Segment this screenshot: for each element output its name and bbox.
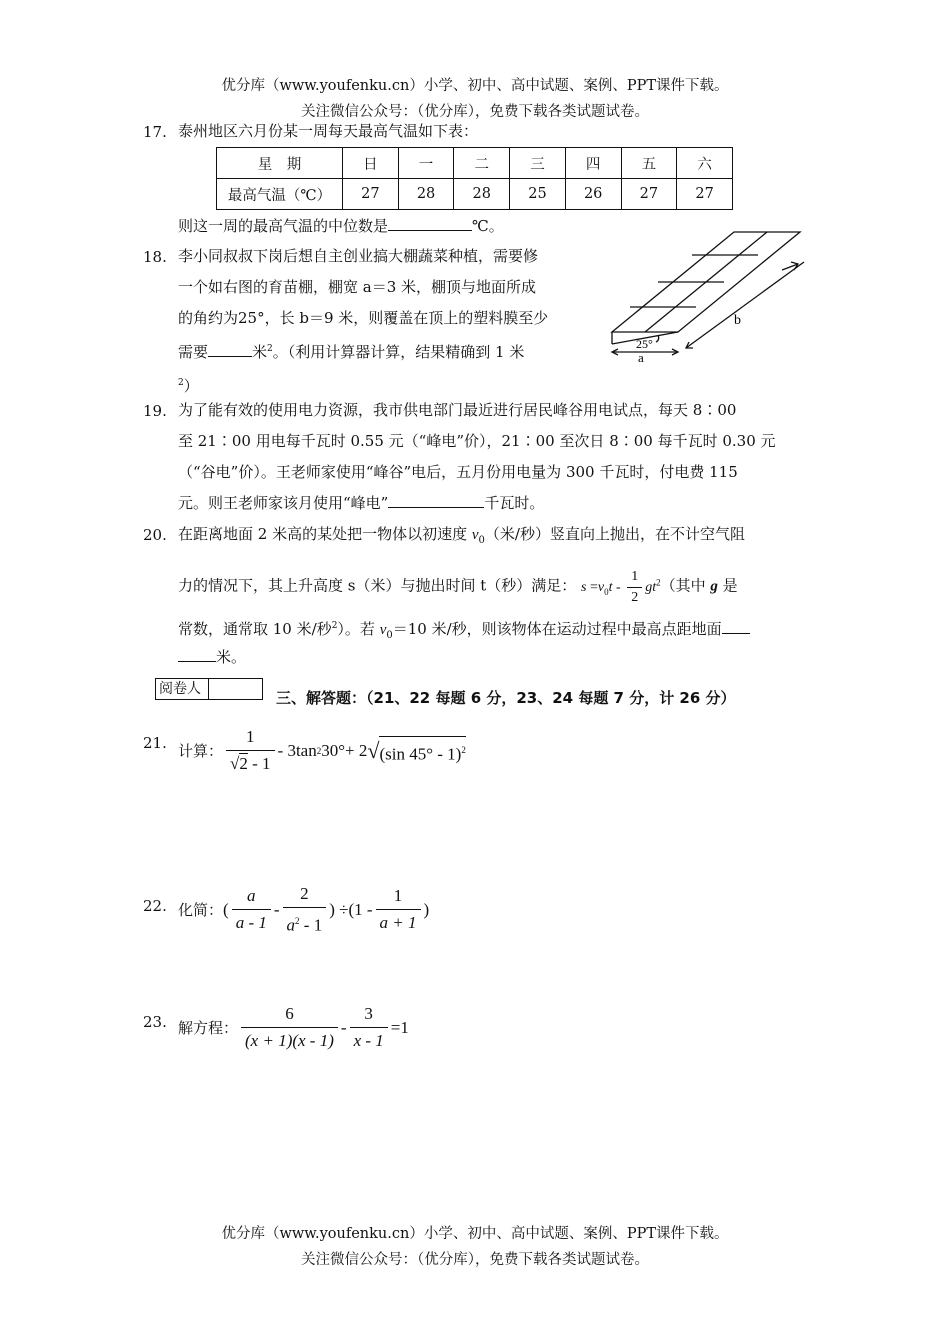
numerator: 1 <box>246 727 255 746</box>
table-cell: 日 <box>343 148 399 179</box>
header-line-2: 关注微信公众号：（优分库），免费下载各类试题试卷。 <box>301 104 649 120</box>
grader-divider <box>208 679 209 699</box>
q20-text: 常数，通常取 10 米/秒 <box>178 620 332 638</box>
answer-blank-continued[interactable] <box>178 645 216 662</box>
table-cell: 二 <box>454 148 510 179</box>
denominator-rest: - 1 <box>299 915 323 935</box>
q23-number: 23. <box>143 1013 167 1031</box>
fraction <box>627 569 642 606</box>
q21-expression <box>178 726 466 775</box>
sqrt-sign: √ <box>367 737 380 763</box>
q20-text: 米。 <box>216 648 247 666</box>
q21-number: 21. <box>143 734 167 752</box>
subscript: 0 <box>604 586 609 597</box>
g-symbol: g <box>710 578 718 595</box>
q19-body <box>178 395 818 519</box>
q22-number: 22. <box>143 897 167 915</box>
fraction <box>232 885 271 934</box>
q20-line2 <box>178 557 818 616</box>
grader-box <box>155 678 263 700</box>
label-b: b <box>734 313 741 328</box>
answer-blank[interactable] <box>388 491 484 508</box>
table-cell: 27 <box>621 179 677 210</box>
superscript: 2 <box>267 344 273 354</box>
q17-number: 17. <box>143 123 167 141</box>
q23-label: 解方程： <box>178 1018 239 1037</box>
denominator: 2 <box>627 587 642 606</box>
coefficient: 3 <box>287 740 296 760</box>
operator: - <box>273 899 280 919</box>
angle-label: 25° <box>636 337 653 351</box>
formula-part: s <box>581 579 587 595</box>
q19-line: 为了能有效的使用电力资源，我市供电部门最近进行居民峰谷用电试点，每天 8∶00 <box>178 401 737 419</box>
superscript: 2 <box>178 378 184 388</box>
q20-text: ）。若 <box>337 620 380 638</box>
superscript: 2 <box>316 745 322 756</box>
numerator: 3 <box>364 1004 373 1023</box>
q20-line4 <box>178 642 246 673</box>
table-cell: 25 <box>510 179 566 210</box>
q19-text: 千瓦时。 <box>484 494 545 512</box>
denominator <box>226 750 275 775</box>
fraction <box>241 1003 338 1052</box>
denominator: (x + 1)(x - 1) <box>241 1027 338 1052</box>
q17-tail <box>178 211 504 242</box>
q18-line: 李小同叔叔下岗后想自主创业搞大棚蔬菜种植，需要修 <box>178 247 539 265</box>
fraction <box>350 1003 388 1052</box>
table-cell: 27 <box>677 179 733 210</box>
table-cell: 六 <box>677 148 733 179</box>
fraction <box>283 883 327 937</box>
greenhouse-figure <box>600 220 815 370</box>
sqrt-sign: √ <box>230 754 240 773</box>
q20-text: 是 <box>717 576 738 595</box>
q20-text: （米/秒）竖直向上抛出，在不计空气阻 <box>484 525 745 543</box>
q18-line: 的角约为25°，长 b＝9 米，则覆盖在顶上的塑料膜至少 <box>178 309 549 327</box>
table-cell: 三 <box>510 148 566 179</box>
operator: - <box>277 740 284 760</box>
temperature-table <box>216 147 733 210</box>
table-cell: 最高气温（℃） <box>217 179 343 210</box>
numerator: 6 <box>285 1004 294 1023</box>
q20-text: ＝10 米/秒，则该物体在运动过程中最高点距地面 <box>392 620 722 638</box>
q18-text: ） <box>183 377 199 395</box>
q20-text: 在距离地面 2 米高的某处把一物体以初速度 <box>178 525 472 543</box>
superscript: 2 <box>331 621 338 631</box>
table-cell: 26 <box>565 179 621 210</box>
v0-symbol: v <box>379 622 387 638</box>
q20-line3 <box>178 611 818 651</box>
q23-equation <box>178 1003 409 1052</box>
operator: + 2 <box>345 740 368 760</box>
formula-part: - <box>612 579 625 595</box>
right-hand-side: =1 <box>390 1017 409 1037</box>
answer-blank[interactable] <box>722 617 750 634</box>
angle: 30° <box>321 740 346 760</box>
v0-symbol: v <box>471 527 479 543</box>
numerator: a <box>247 886 256 906</box>
numerator: 1 <box>631 568 639 584</box>
denominator-rest: - 1 <box>247 754 271 773</box>
q20-line1 <box>178 519 818 556</box>
label-a: a <box>638 350 644 365</box>
q22-expression <box>178 883 429 937</box>
table-cell: 28 <box>398 179 454 210</box>
table-cell: 四 <box>565 148 621 179</box>
q18-text: 需要 <box>178 343 209 361</box>
answer-blank[interactable] <box>208 340 252 357</box>
table-cell: 一 <box>398 148 454 179</box>
table-cell: 五 <box>621 148 677 179</box>
q19-line: （“谷电”价）。王老师家使用“峰谷”电后，五月份用电量为 300 千瓦时，付电费 115 <box>178 463 738 481</box>
radicand: 2 <box>239 754 248 773</box>
subscript: 0 <box>478 535 485 546</box>
paren: ( <box>223 899 229 919</box>
q18-text: 米 <box>252 343 268 361</box>
q18-line: 一个如右图的育苗棚，棚宽 a＝3 米，棚顶与地面所成 <box>178 278 537 296</box>
table-row <box>217 179 733 210</box>
denominator: a + 1 <box>376 909 421 934</box>
denominator: x - 1 <box>350 1027 388 1052</box>
superscript: 2 <box>461 744 466 755</box>
denominator: a - 1 <box>232 909 271 934</box>
q18-number: 18. <box>143 248 167 266</box>
section-title: 三、解答题：（21、22 每题 6 分，23、24 每题 7 分，计 26 分） <box>276 689 736 707</box>
numerator: 2 <box>300 884 309 903</box>
q19-number: 19. <box>143 402 167 420</box>
superscript: 2 <box>295 916 300 926</box>
formula-part: t <box>608 579 613 595</box>
fraction <box>376 885 421 934</box>
q17-tail-text: 则这一周的最高气温的中位数是 <box>178 217 389 235</box>
q18-text: 。（利用计算器计算，结果精确到 1 米 <box>272 343 525 361</box>
q22-label: 化简： <box>178 900 224 919</box>
q21-label: 计算： <box>178 741 224 760</box>
table-cell: 28 <box>454 179 510 210</box>
variable: a <box>286 915 296 935</box>
q19-text: 元。则王老师家该月使用“峰电” <box>178 494 389 512</box>
header-line-1: 优分库（www.youfenku.cn）小学、初中、高中试题、案例、PPT课件下载。 <box>221 78 729 94</box>
fraction <box>226 726 275 775</box>
radicand: (sin 45° - 1) <box>379 744 462 764</box>
formula-part: v <box>597 579 605 595</box>
answer-blank[interactable] <box>388 214 472 231</box>
q18-line <box>178 334 598 368</box>
footer-line-1: 优分库（www.youfenku.cn）小学、初中、高中试题、案例、PPT课件下载。 <box>221 1226 729 1242</box>
superscript: 2 <box>656 577 661 587</box>
subscript: 0 <box>386 630 393 641</box>
q20-text: 力的情况下，其上升高度 s（米）与抛出时间 t（秒）满足： <box>178 576 577 595</box>
formula-part: = <box>586 579 598 595</box>
q17-stem: 泰州地区六月份某一周每天最高气温如下表： <box>178 122 479 140</box>
q19-line: 至 21∶00 用电每千瓦时 0.55 元（“峰电”价），21∶00 至次日 8∶00 每千瓦时 0.30 元 <box>178 432 776 450</box>
operator: ) ÷(1 - <box>329 899 373 919</box>
motion-formula <box>581 568 661 605</box>
numerator: 1 <box>393 886 403 906</box>
q19-line <box>178 488 818 519</box>
radical-body <box>379 736 465 766</box>
operator: - <box>340 1017 347 1037</box>
paren: ) <box>423 899 430 919</box>
footer-line-2: 关注微信公众号：（优分库），免费下载各类试题试卷。 <box>301 1252 649 1268</box>
table-cell: 星 期 <box>217 148 343 179</box>
table-cell: 27 <box>343 179 399 210</box>
dimension-b-line <box>686 262 804 348</box>
q18-body <box>178 241 598 402</box>
q20-number: 20. <box>143 526 167 544</box>
grader-label: 阅卷人 <box>159 681 201 697</box>
tan-function: tan <box>295 740 317 760</box>
q20-text: （其中 <box>660 576 711 595</box>
q17-unit: ℃。 <box>472 217 504 235</box>
table-row <box>217 148 733 179</box>
formula-part: gt <box>645 579 657 595</box>
denominator <box>283 907 327 937</box>
